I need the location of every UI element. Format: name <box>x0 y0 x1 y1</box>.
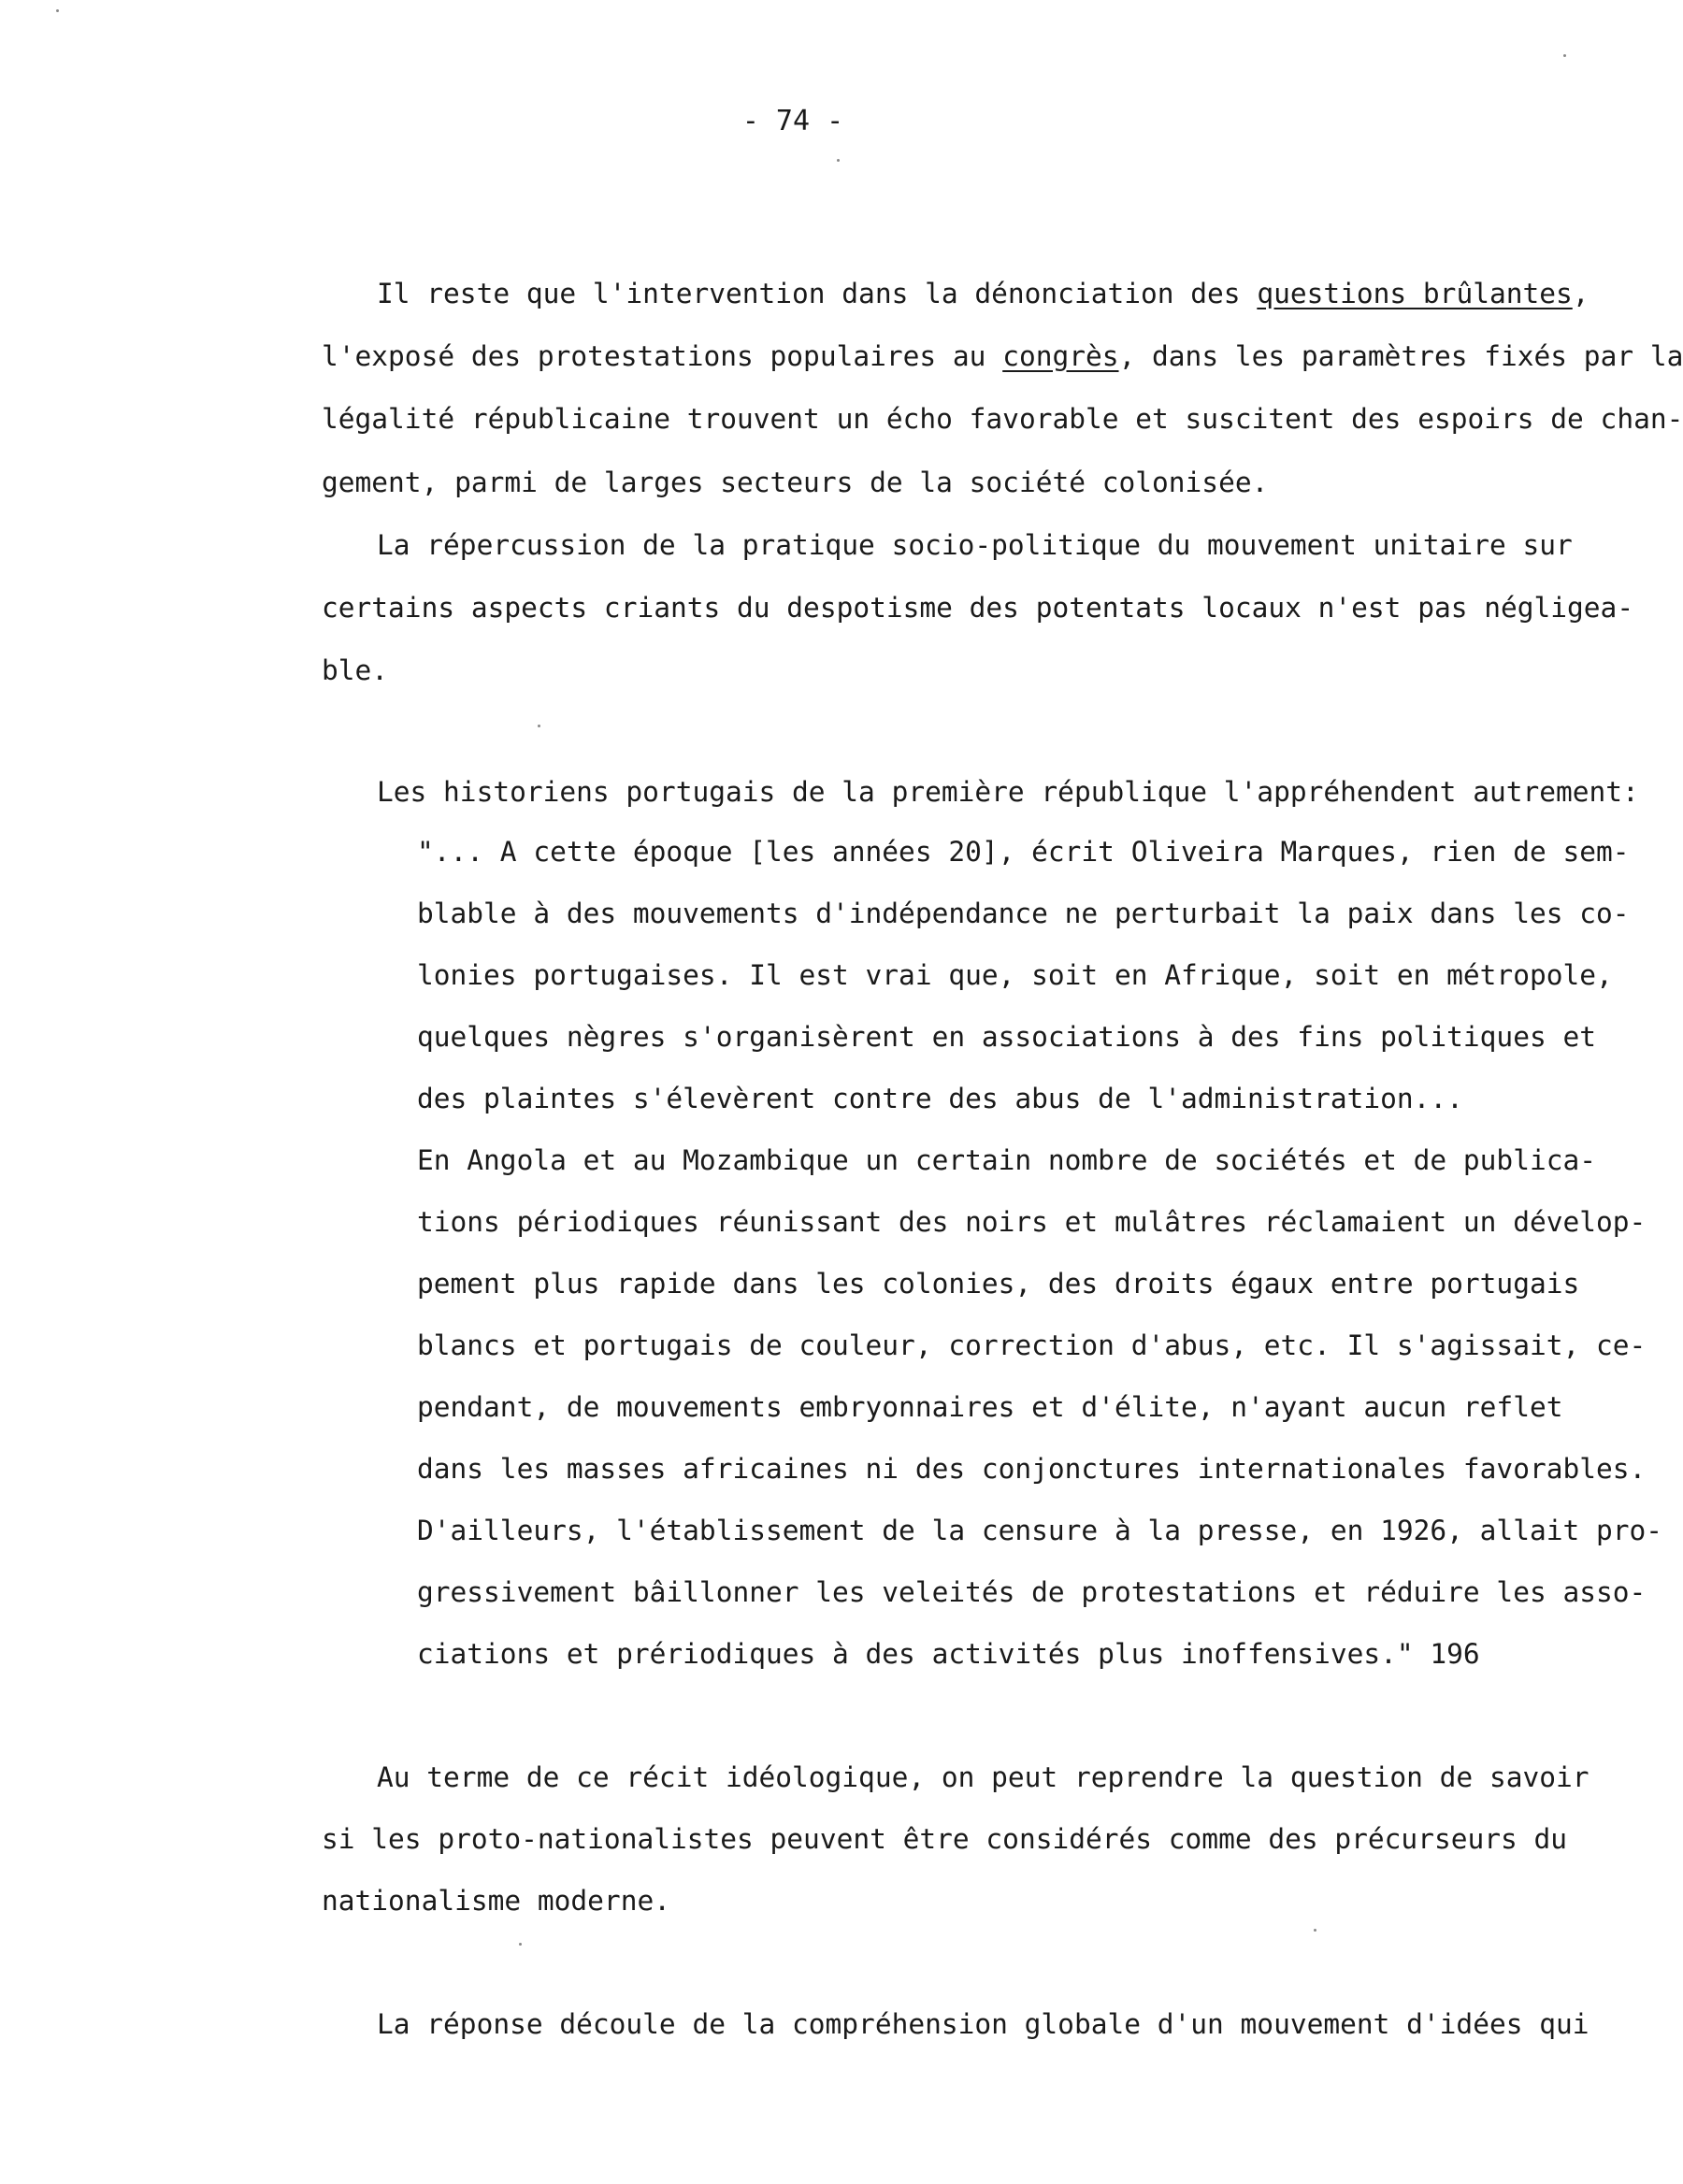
quote-line-with-footnote: ciations et prériodiques à des activités plus inoffensives." 196 <box>417 1638 1480 1670</box>
page-number: - 74 - <box>741 105 844 137</box>
scan-speck <box>56 9 59 12</box>
scan-speck <box>1563 54 1566 57</box>
quote-line: blancs et portugais de couleur, correction d'abus, etc. Il s'agissait, ce- <box>417 1329 1647 1361</box>
paragraph-3-intro: Les historiens portugais de la première république l'appréhendent autrement: <box>377 776 1639 808</box>
paragraph-2-line-3: ble. <box>322 654 389 686</box>
quote-line: tions périodiques réunissant des noirs et mulâtres réclamaient un dévelop- <box>417 1206 1647 1238</box>
quote-line: lonies portugaises. Il est vrai que, soit en Afrique, soit en métropole, <box>417 959 1613 991</box>
paragraph-4-line-2: si les proto-nationalistes peuvent être considérés comme des précurseurs du <box>322 1823 1568 1855</box>
paragraph-1-line-4: gement, parmi de larges secteurs de la société colonisée. <box>322 467 1269 498</box>
quote-line: En Angola et au Mozambique un certain nombre de sociétés et de publica- <box>417 1144 1596 1176</box>
paragraph-1-line-1-text: Il reste que l'intervention dans la dénonciation des <box>377 278 1258 309</box>
quote-line: des plaintes s'élevèrent contre des abus de l'administration... <box>417 1083 1463 1114</box>
paragraph-2-line-2: certains aspects criants du despotisme des potentats locaux n'est pas négligea- <box>322 592 1634 624</box>
paragraph-2-line-1: La répercussion de la pratique socio-politique du mouvement unitaire sur <box>377 529 1573 561</box>
quote-line: D'ailleurs, l'établissement de la censure à la presse, en 1926, allait pro- <box>417 1515 1663 1546</box>
scan-speck <box>1314 1929 1316 1932</box>
quote-line: pendant, de mouvements embryonnaires et d'élite, n'ayant aucun reflet <box>417 1391 1563 1423</box>
paragraph-1-line-2: l'exposé des protestations populaires au congrès, dans les paramètres fixés par la <box>322 340 1683 372</box>
quote-line: gressivement bâillonner les veleités de protestations et réduire les asso- <box>417 1576 1647 1608</box>
quote-line: blable à des mouvements d'indépendance ne perturbait la paix dans les co- <box>417 898 1630 929</box>
scan-speck <box>519 1943 522 1946</box>
quote-line: "... A cette époque [les années 20], écrit Oliveira Marques, rien de sem- <box>417 836 1630 868</box>
quote-line: dans les masses africaines ni des conjonctures internationales favorables. <box>417 1453 1647 1485</box>
paragraph-4-line-3: nationalisme moderne. <box>322 1885 670 1917</box>
quote-line: pement plus rapide dans les colonies, des droits égaux entre portugais <box>417 1268 1580 1300</box>
scan-speck <box>538 725 540 727</box>
paragraph-1-line-1: Il reste que l'intervention dans la dénonciation des questions brûlantes, <box>377 278 1590 309</box>
paragraph-5-line-1: La réponse découle de la compréhension globale d'un mouvement d'idées qui <box>377 2008 1590 2040</box>
scan-speck <box>837 159 840 162</box>
underlined-word-congres: congrès <box>1002 340 1119 372</box>
underlined-phrase-questions-brulantes: questions brûlantes <box>1257 278 1573 309</box>
paragraph-1-line-3: légalité républicaine trouvent un écho favorable et suscitent des espoirs de chan- <box>322 403 1683 435</box>
quote-line: quelques nègres s'organisèrent en associations à des fins politiques et <box>417 1021 1596 1053</box>
paragraph-4-line-1: Au terme de ce récit idéologique, on peut reprendre la question de savoir <box>377 1761 1590 1793</box>
